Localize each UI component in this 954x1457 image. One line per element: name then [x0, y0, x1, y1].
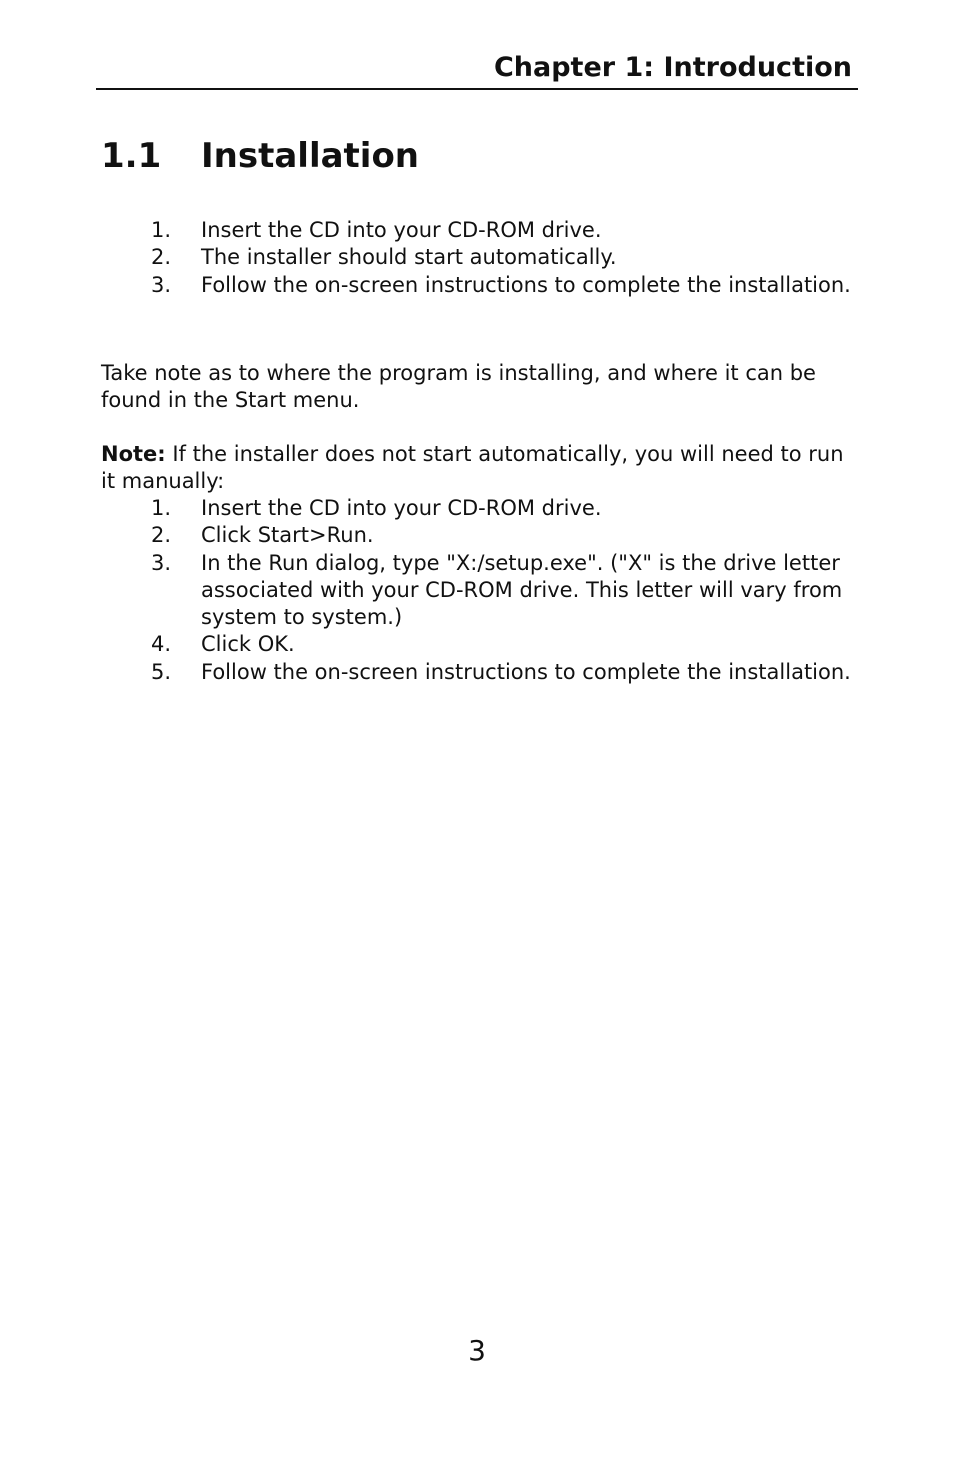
list-item-number: 3. — [151, 272, 172, 297]
section-number: 1.1 — [101, 136, 162, 176]
list-item-text: Click OK. — [201, 632, 295, 657]
page-number: 3 — [468, 1334, 486, 1367]
list-item-text: Insert the CD into your CD-ROM drive. — [201, 218, 602, 242]
install-steps-list — [101, 217, 861, 299]
list-item — [101, 522, 861, 549]
list-item-number: 2. — [151, 523, 172, 548]
list-item — [101, 217, 861, 244]
list-item-text: In the Run dialog, type "X:/setup.exe". ("X" is the drive letter associated with your CD-ROM drive. This letter will vary from system to system.) — [201, 550, 843, 630]
list-item-number: 5. — [151, 659, 172, 684]
note-text: If the installer does not start automatically, you will need to run it manually: — [101, 442, 844, 494]
list-item-text: Click Start>Run. — [201, 523, 374, 548]
list-item — [101, 631, 861, 658]
list-item-number: 2. — [151, 245, 172, 270]
note-paragraph — [101, 441, 861, 496]
note-label: Note: — [101, 442, 166, 466]
list-item-number: 1. — [151, 218, 172, 242]
list-item-text: Follow the on-screen instructions to complete the installation. — [201, 272, 851, 297]
section-title: Installation — [201, 136, 420, 176]
list-item — [101, 659, 861, 686]
take-note-paragraph: Take note as to where the program is installing, and where it can be found in the Start menu. — [101, 361, 816, 413]
list-item-text: Follow the on-screen instructions to complete the installation. — [201, 659, 851, 684]
list-item-number: 4. — [151, 632, 172, 657]
list-item-text: Insert the CD into your CD-ROM drive. — [201, 496, 602, 520]
page-header — [96, 50, 858, 90]
manual-steps-list — [101, 495, 861, 686]
section-heading — [101, 134, 419, 178]
list-item — [101, 272, 861, 299]
list-item-text: The installer should start automatically. — [201, 245, 617, 270]
list-item-number: 1. — [151, 496, 172, 520]
list-item — [101, 244, 861, 271]
list-item-number: 3. — [151, 550, 172, 575]
list-item — [101, 550, 861, 632]
chapter-title: Chapter 1: Introduction — [493, 52, 852, 83]
list-item — [101, 495, 861, 522]
